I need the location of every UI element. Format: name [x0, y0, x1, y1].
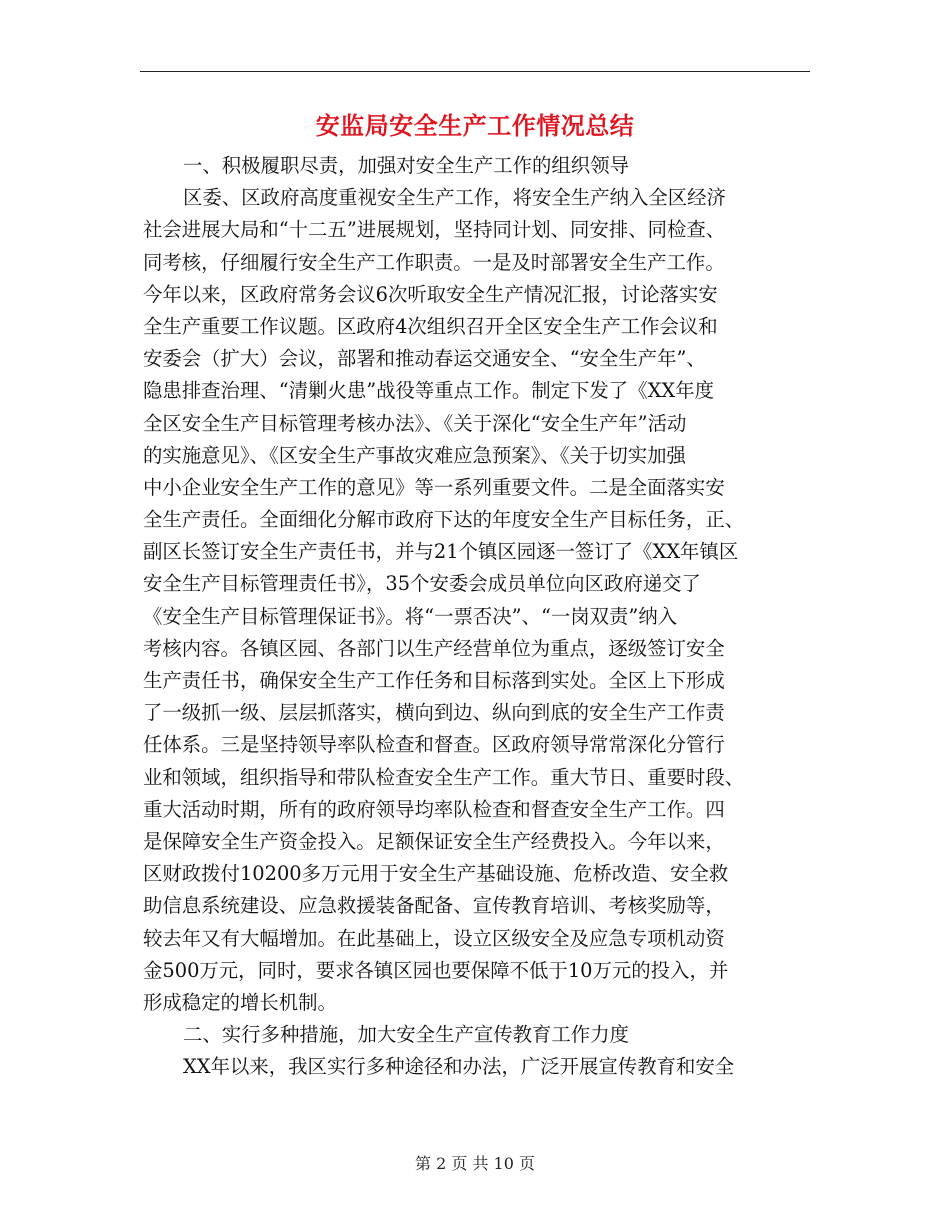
body-line: XX年以来，我区实行多种途径和办法，广泛开展宣传教育和安全	[183, 1055, 735, 1079]
body-line: 业和领域，组织指导和带队检查安全生产工作。重大节日、重要时段、	[143, 765, 745, 789]
body-line: 考核内容。各镇区园、各部门以生产经营单位为重点，逐级签订安全	[143, 636, 725, 660]
body-line: 安委会（扩大）会议，部署和推动春运交通安全、“安全生产年”、	[143, 347, 706, 371]
body-line: 的实施意见》、《区安全生产事故灾难应急预案》、《关于切实加强	[143, 443, 686, 467]
body-line: 区委、区政府高度重视安全生产工作，将安全生产纳入全区经济	[183, 186, 726, 210]
body-line: 全区安全生产目标管理考核办法》、《关于深化“安全生产年”活动	[143, 411, 687, 435]
document-title: 安监局安全生产工作情况总结	[315, 111, 635, 140]
body-line: 任体系。三是坚持领导率队检查和督查。区政府领导常常深化分管行	[143, 733, 725, 757]
body-line: 生产责任书，确保安全生产工作任务和目标落到实处。全区上下形成	[143, 669, 725, 692]
body-line: 一、积极履职尽责，加强对安全生产工作的组织领导	[183, 154, 629, 177]
body-line: 是保障安全生产资金投入。足额保证安全生产经费投入。今年以来，	[143, 829, 725, 853]
body-line: 同考核，仔细履行安全生产工作职责。一是及时部署安全生产工作。	[143, 250, 725, 274]
body-line: 全生产责任。全面细化分解市政府下达的年度安全生产目标任务，正、	[143, 508, 745, 532]
body-line: 隐患排查治理、“清剿火患”战役等重点工作。制定下发了《XX年度	[143, 379, 714, 403]
body-line: 金500万元，同时，要求各镇区园也要保障不低于10万元的投入，并	[143, 958, 729, 982]
page-number: 第 2 页 共 10 页	[415, 1154, 535, 1173]
body-line: 《安全生产目标管理保证书》。将“一票否决”、“一岗双责”纳入	[143, 604, 678, 628]
body-line: 助信息系统建设、应急救援装备配备、宣传教育培训、考核奖励等，	[143, 894, 725, 918]
body-line: 全生产重要工作议题。区政府4次组织召开全区安全生产工作会议和	[143, 314, 718, 338]
body-line: 副区长签订安全生产责任书，并与21个镇区园逐一签订了《XX年镇区	[143, 540, 739, 564]
body-line: 今年以来，区政府常务会议6次听取安全生产情况汇报，讨论落实安	[143, 282, 718, 306]
body-line: 重大活动时期，所有的政府领导均率队检查和督查安全生产工作。四	[143, 797, 725, 821]
body-line: 安全生产目标管理责任书》，35个安委会成员单位向区政府递交了	[143, 572, 701, 596]
header-rule	[140, 71, 810, 72]
body-line: 二、实行多种措施，加大安全生产宣传教育工作力度	[183, 1023, 629, 1047]
body-line: 较去年又有大幅增加。在此基础上，设立区级安全及应急专项机动资	[143, 926, 725, 950]
body-line: 了一级抓一级、层层抓落实，横向到边、纵向到底的安全生产工作责	[143, 701, 725, 725]
document-body	[143, 150, 811, 1083]
body-line: 区财政拨付10200多万元用于安全生产基础设施、危桥改造、安全救	[143, 862, 729, 886]
body-line: 形成稳定的增长机制。	[143, 990, 337, 1014]
body-line: 中小企业安全生产工作的意见》等一系列重要文件。二是全面落实安	[143, 475, 725, 499]
body-line: 社会进展大局和“十二五”进展规划，坚持同计划、同安排、同检查、	[143, 218, 726, 242]
